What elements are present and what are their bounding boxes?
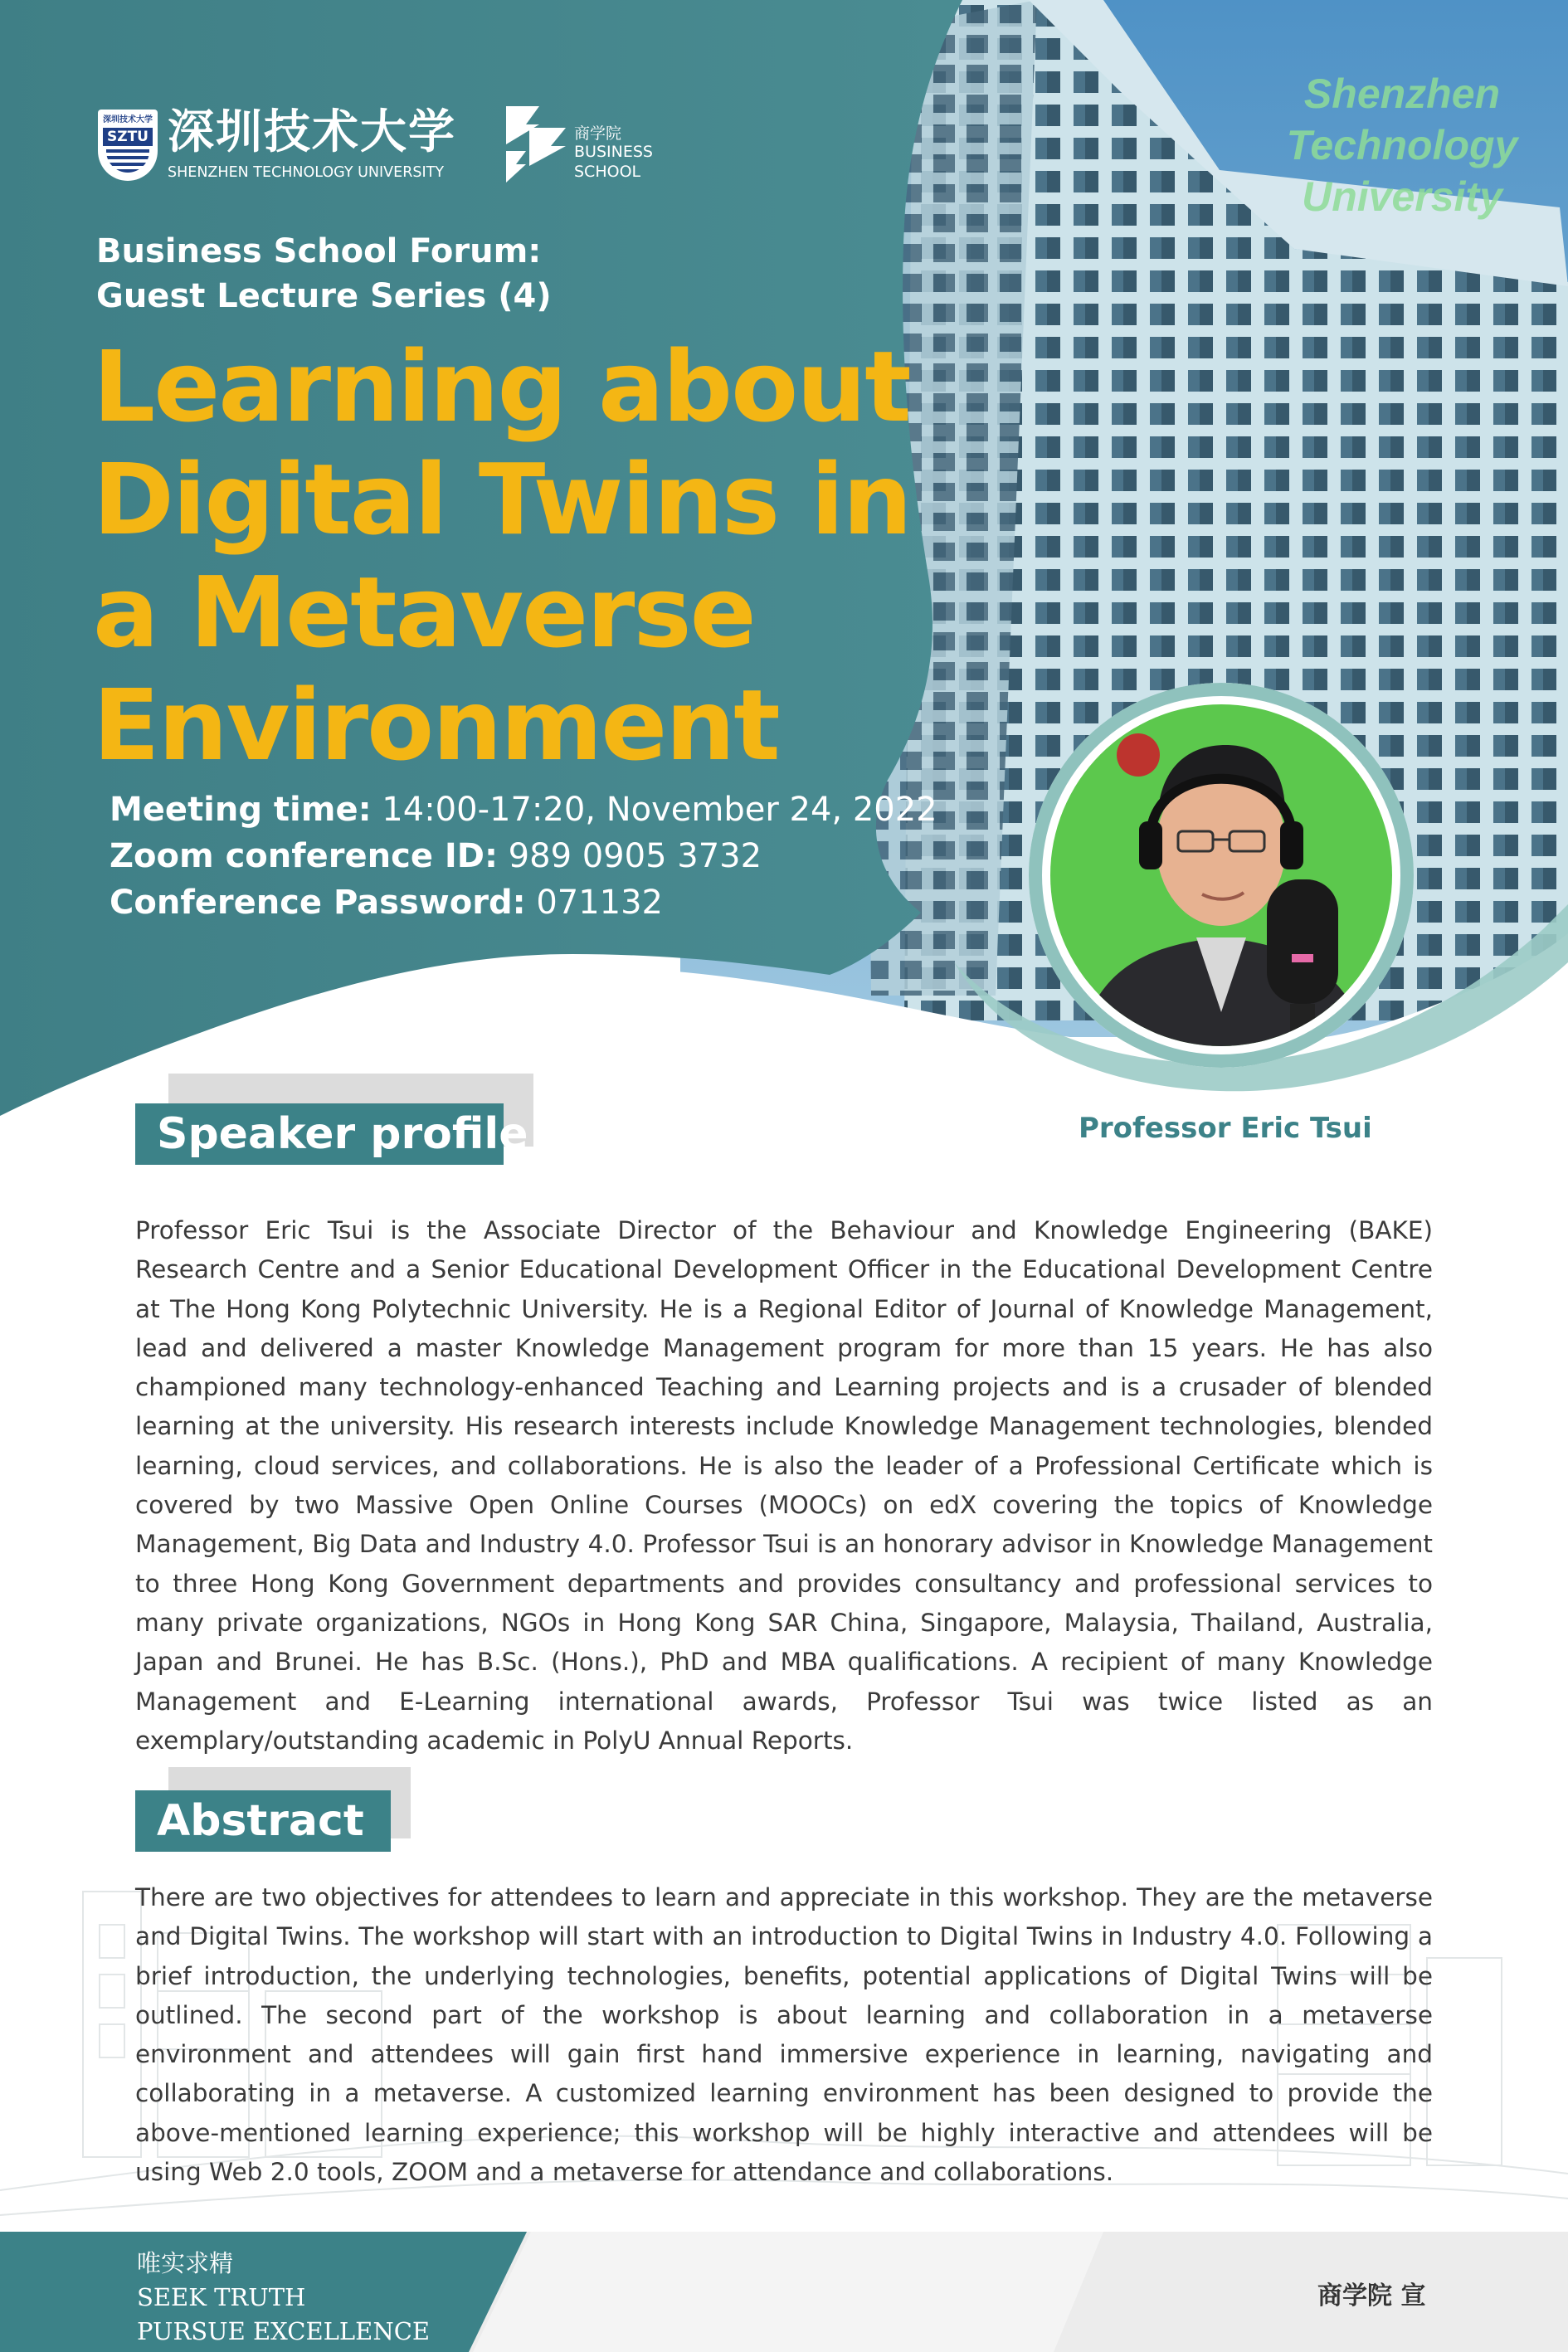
emblem-abbr: SZTU <box>103 128 153 146</box>
title-line: Digital Twins in <box>93 442 911 557</box>
speaker-portrait <box>1026 680 1416 1070</box>
series-line: Business School Forum: <box>96 232 542 270</box>
business-school-en-line1: BUSINESS <box>574 143 653 161</box>
lecture-title <box>93 330 923 782</box>
abstract-heading <box>135 1767 417 1846</box>
sztu-logo <box>98 106 471 185</box>
meeting-time-row <box>110 786 939 833</box>
motto-cn: 唯实求精 <box>137 2249 234 2277</box>
emblem-stripes <box>106 149 149 173</box>
speaker-profile-text: Professor Eric Tsui is the Associate Director of the Behaviour and Knowledge Engineering (BAKE) Research Centre and a Senior Educational Development Officer in the Educational Development Centre at The Hong Kong Polytechnic University. He is a Regional Editor of Journal of Knowledge Management, lead and delivered a master Knowledge Management program for more than 15 years. He has also championed many technology-enhanced Teaching and Learning projects and is a crusader of blended learning at the university. His research interests include Knowledge Management technologies, blended learning, cloud services, and collaborations. He is also the leader of a Professional Certificate which is covered by two Massive Open Online Courses (MOOCs) on edX covering the topics of Knowledge Management, Big Data and Industry 4.0. Professor Tsui is an honorary advisor in Knowledge Management to three Hong Kong Government departments and provides consultancy and professional services to many private organizations, NGOs in Hong Kong SAR China, Singapore, Malaysia, Thailand, Australia, Japan and Brunei. He has B.Sc. (Hons.), PhD and MBA qualifications. A recipient of many Knowledge Management and E-Learning international awards, Professor Tsui was twice listed as an exemplary/outstanding academic in PolyU Annual Reports. <box>135 1216 1433 1755</box>
sztu-emblem <box>98 110 158 181</box>
motto <box>137 2247 430 2349</box>
series-heading <box>96 229 777 319</box>
abstract-text: There are two objectives for attendees to learn and appreciate in this workshop. They are the metaverse and Digital Twins. The workshop will start with an introduction to Digital Twins in Industry 4.0. Following a brief introduction, the underlying technologies, benefits, potential applications of Digital Twins will be outlined. The second part of the workshop is about learning and collaboration in a metaverse environment and attendees will gain first hand immersive experience in learning, navigating and collaborating in a metaverse. A customized learning environment has been designed to provide the above-mentioned learning experience; this workshop will be highly interactive and attendees will be using Web 2.0 tools, ZOOM and a metaverse for attendance and collaborations. <box>135 1883 1433 2187</box>
meeting-time-label: Meeting time: <box>110 791 372 829</box>
speaker-profile-label: Speaker profile <box>135 1103 504 1165</box>
password-value: 071132 <box>536 884 664 922</box>
business-school-logo <box>506 106 689 185</box>
password-row <box>110 879 939 926</box>
watermark-line: Shenzhen <box>1303 71 1501 117</box>
meeting-time-value: 14:00-17:20, November 24, 2022 <box>382 791 937 829</box>
watermark-line: Technology <box>1286 122 1518 168</box>
emblem-top-text: 深圳技术大学 <box>103 115 153 124</box>
watermark-line: University <box>1302 173 1502 220</box>
series-line: Guest Lecture Series (4) <box>96 277 552 315</box>
zoom-id-row <box>110 833 939 879</box>
university-name-cn: 深圳技术大学 <box>168 105 456 159</box>
university-watermark <box>1261 68 1543 222</box>
speaker-profile-heading <box>135 1079 533 1159</box>
university-name-en: SHENZHEN TECHNOLOGY UNIVERSITY <box>168 164 445 181</box>
business-school-cn: 商学院 <box>574 124 622 143</box>
business-school-mark-icon <box>506 106 566 183</box>
meeting-info <box>110 786 939 926</box>
zoom-id-label: Zoom conference ID: <box>110 837 498 875</box>
title-line: Environment <box>93 668 779 782</box>
title-line: a Metaverse <box>93 555 755 670</box>
business-school-en-line2: SCHOOL <box>574 163 641 181</box>
speaker-name: Professor Eric Tsui <box>1079 1112 1372 1145</box>
motto-en-line1: SEEK TRUTH <box>137 2283 306 2311</box>
abstract-label: Abstract <box>135 1790 391 1852</box>
title-line: Learning about <box>93 329 910 444</box>
issuer-label: 商学院 宣 <box>1317 2281 1426 2311</box>
password-label: Conference Password: <box>110 884 526 922</box>
motto-en-line2: PURSUE EXCELLENCE <box>137 2317 431 2345</box>
zoom-id-value: 989 0905 3732 <box>508 837 762 875</box>
